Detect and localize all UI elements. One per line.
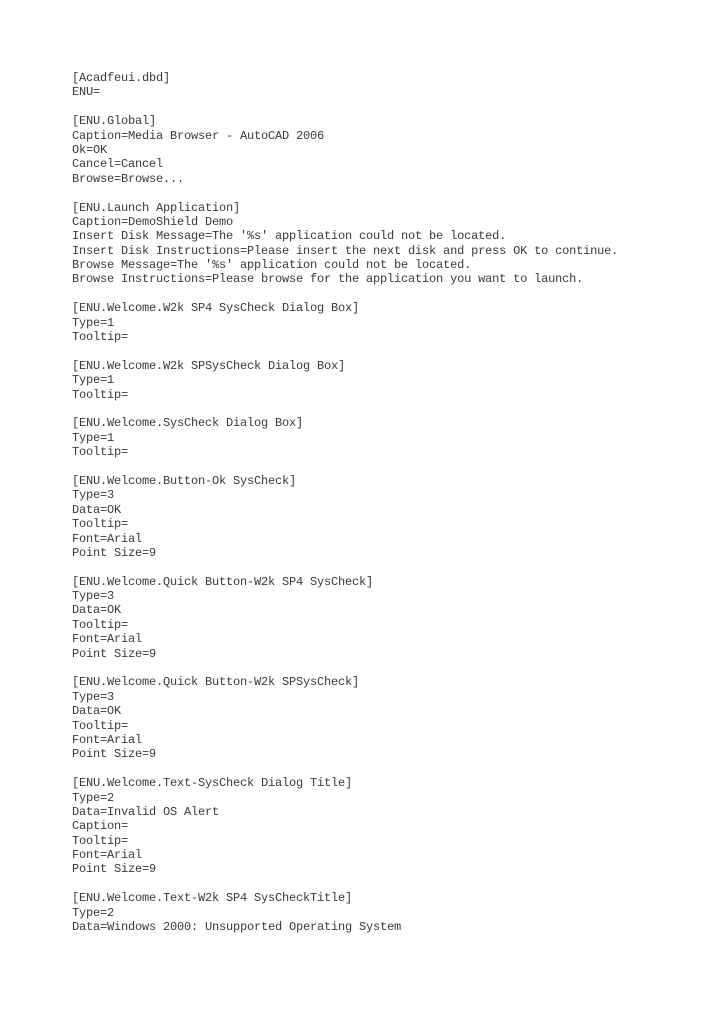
section-header: [ENU.Welcome.Button-Ok SysCheck] [72,473,297,488]
section-header: [ENU.Launch Application] [72,200,241,215]
key-value-line: Type=1 [72,430,115,445]
blank-line [72,661,618,675]
section-header: [ENU.Welcome.Quick Button-W2k SPSysCheck] [72,675,360,690]
key-value-line: Tooltip= [72,718,129,733]
key-value-line: Point Size=9 [72,747,157,762]
section-header: [ENU.Welcome.W2k SPSysCheck Dialog Box] [72,358,346,373]
key-value-line: Type=1 [72,373,115,388]
blank-line [72,100,618,114]
section-header: [Acadfeui.dbd] [72,71,171,85]
section-header: [ENU.Global] [72,114,157,129]
key-value-line: Font=Arial [72,732,143,747]
section-header: [ENU.Welcome.SysCheck Dialog Box] [72,416,304,431]
blank-line [72,560,618,574]
blank-line [72,460,618,474]
key-value-line: Caption=DemoShield Demo [72,214,234,229]
key-value-line: Browse Instructions=Please browse for the application you want to launch. [72,272,584,287]
section-header: [ENU.Welcome.Quick Button-W2k SP4 SysCheck] [72,574,374,589]
ini-section [72,359,618,417]
key-value-line: Data=Invalid OS Alert [72,804,220,819]
ini-section [72,575,618,676]
key-value-line: Tooltip= [72,617,129,632]
blank-line [72,402,618,416]
key-value-line: Font=Arial [72,848,143,863]
key-value-line: Tooltip= [72,517,129,532]
key-value-line: Browse Message=The '%s' application could not be located. [72,258,472,273]
ini-section [72,201,618,302]
key-value-line: Tooltip= [72,330,129,345]
key-value-line: Insert Disk Message=The '%s' application could not be located. [72,229,507,244]
key-value-line: Font=Arial [72,632,143,647]
key-value-line: Ok=OK [72,142,108,157]
key-value-line: Type=3 [72,589,115,604]
key-value-line: Tooltip= [72,833,129,848]
ini-section [72,416,618,474]
section-header: [ENU.Welcome.Text-W2k SP4 SysCheckTitle] [72,891,353,906]
ini-section [72,891,618,934]
key-value-line: Data=OK [72,704,122,719]
section-header: [ENU.Welcome.W2k SP4 SysCheck Dialog Box] [72,301,360,316]
ini-section [72,301,618,359]
ini-section [72,71,618,114]
key-value-line: Point Size=9 [72,646,157,661]
key-value-line: Type=1 [72,315,115,330]
key-value-line: Caption= [72,819,129,834]
ini-section [72,675,618,776]
key-value-line: Data=OK [72,502,122,517]
blank-line [72,762,618,776]
blank-line [72,186,618,200]
key-value-line: Insert Disk Instructions=Please insert the next disk and press OK to continue. [72,243,619,258]
key-value-line: Cancel=Cancel [72,157,164,172]
ini-section [72,114,618,200]
ini-section [72,776,618,891]
key-value-line: Tooltip= [72,445,129,460]
blank-line [72,877,618,891]
key-value-line: ENU= [72,85,101,100]
key-value-line: Data=OK [72,603,122,618]
key-value-line: Type=3 [72,689,115,704]
key-value-line: Type=2 [72,905,115,920]
key-value-line: Caption=Media Browser - AutoCAD 2006 [72,128,325,143]
ini-section [72,474,618,575]
blank-line [72,287,618,301]
key-value-line: Point Size=9 [72,862,157,877]
ini-text-block [72,71,618,934]
key-value-line: Tooltip= [72,387,129,402]
section-header: [ENU.Welcome.Text-SysCheck Dialog Title] [72,776,353,791]
key-value-line: Type=3 [72,488,115,503]
key-value-line: Font=Arial [72,531,143,546]
blank-line [72,344,618,358]
key-value-line: Data=Windows 2000: Unsupported Operating System [72,920,402,935]
key-value-line: Type=2 [72,790,115,805]
key-value-line: Browse=Browse... [72,171,185,186]
key-value-line: Point Size=9 [72,545,157,560]
